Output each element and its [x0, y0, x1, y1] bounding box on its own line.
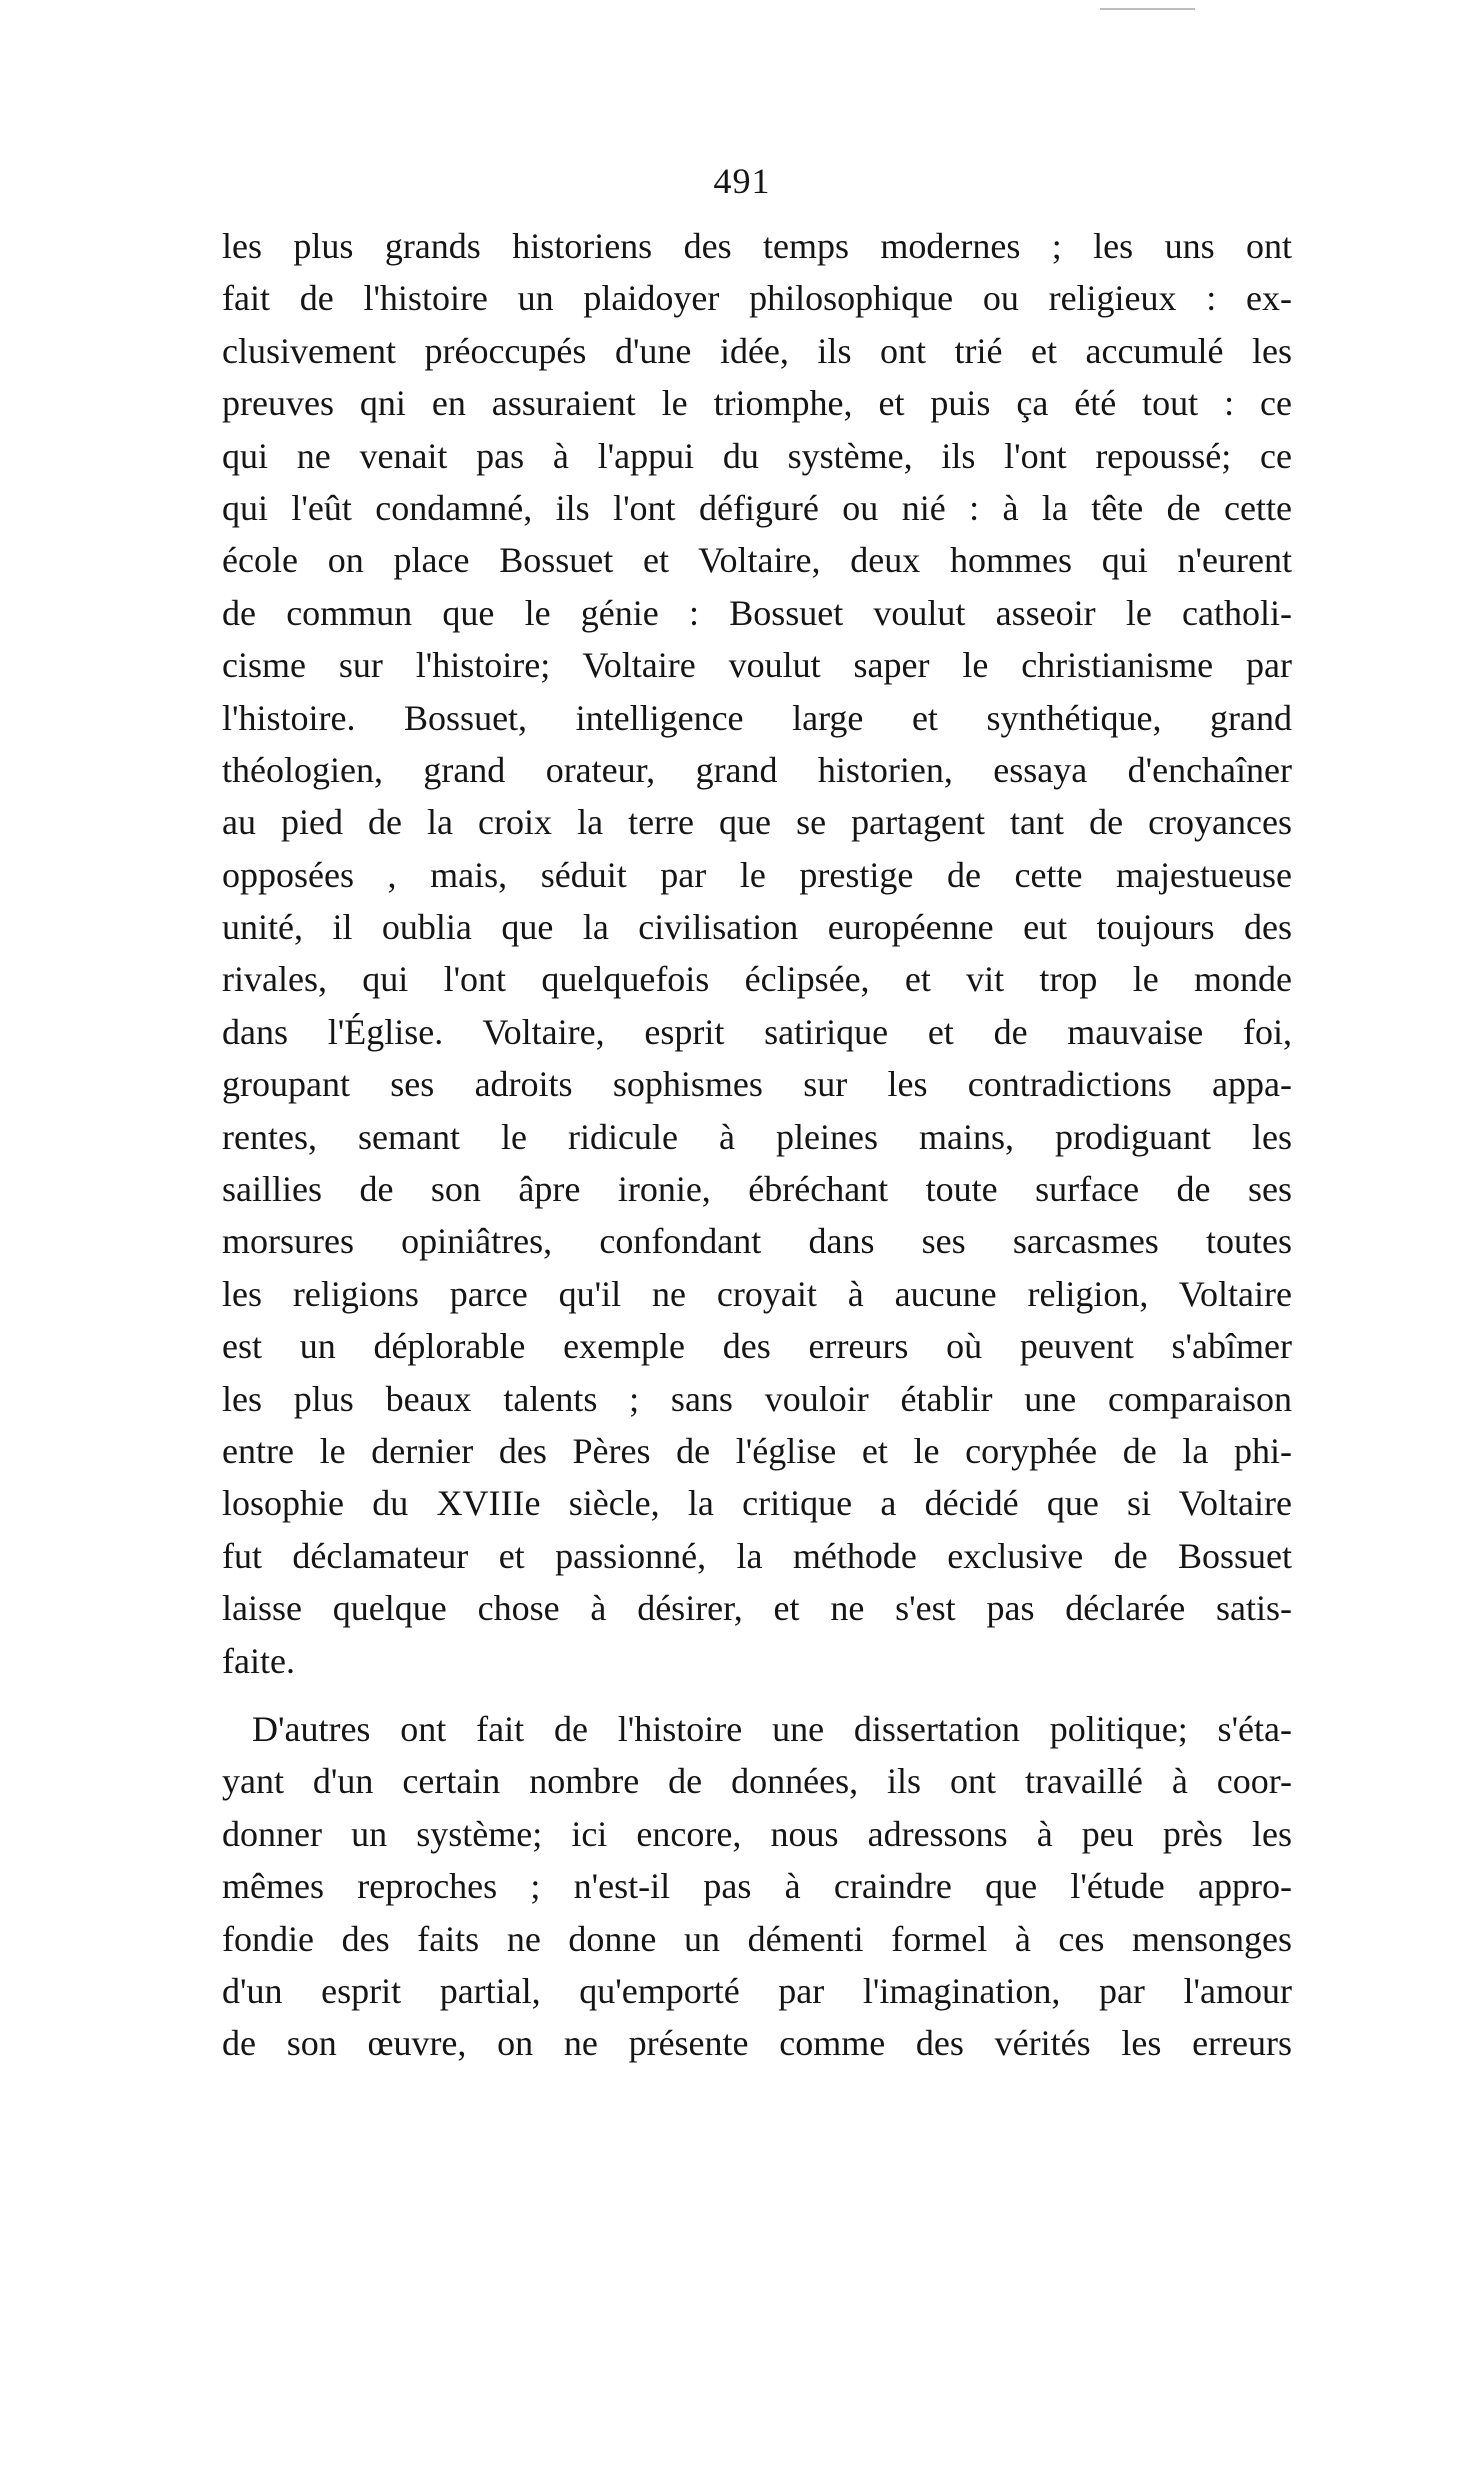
paragraph-2 [222, 1703, 1292, 2070]
text-line: yant d'un certain nombre de données, ils ont travaillé à coor- [222, 1761, 1292, 1802]
text-line: unité, il oublia que la civilisation européenne eut toujours des [222, 907, 1292, 948]
text-line: opposées , mais, séduit par le prestige de cette majestueuse [222, 854, 1292, 895]
text-line: fait de l'histoire un plaidoyer philosophique ou religieux : ex- [222, 278, 1292, 319]
text-line: dans l'Église. Voltaire, esprit satirique et de mauvaise foi, [222, 1011, 1292, 1052]
text-line: de son œuvre, on ne présente comme des vérités les erreurs [222, 2023, 1292, 2064]
text-line: groupant ses adroits sophismes sur les contradictions appa- [222, 1064, 1292, 1105]
text-line: l'histoire. Bossuet, intelligence large et synthétique, grand [222, 697, 1292, 738]
text-line: laisse quelque chose à désirer, et ne s'est pas déclarée satis- [222, 1588, 1292, 1629]
paragraph-gap [222, 1687, 1292, 1703]
text-line: clusivement préoccupés d'une idée, ils ont trié et accumulé les [222, 330, 1292, 371]
text-line: les religions parce qu'il ne croyait à aucune religion, Voltaire [222, 1273, 1292, 1314]
paragraph-1 [222, 220, 1292, 1687]
text-line: théologien, grand orateur, grand historien, essaya d'enchaîner [222, 749, 1292, 790]
text-line: école on place Bossuet et Voltaire, deux hommes qui n'eurent [222, 540, 1292, 581]
text-line: au pied de la croix la terre que se partagent tant de croyances [222, 802, 1292, 843]
text-line: les plus grands historiens des temps modernes ; les uns ont [222, 226, 1292, 266]
text-line: morsures opiniâtres, confondant dans ses sarcasmes toutes [222, 1221, 1292, 1262]
text-line: rentes, semant le ridicule à pleines mains, prodiguant les [222, 1116, 1292, 1157]
text-line: fut déclamateur et passionné, la méthode exclusive de Bossuet [222, 1535, 1292, 1576]
text-line: cisme sur l'histoire; Voltaire voulut saper le christianisme par [222, 645, 1292, 686]
text-line: mêmes reproches ; n'est-il pas à craindre que l'étude appro- [222, 1866, 1292, 1907]
text-line: donner un système; ici encore, nous adressons à peu près les [222, 1813, 1292, 1854]
text-line: losophie du XVIIIe siècle, la critique a décidé que si Voltaire [222, 1483, 1292, 1524]
text-line: fondie des faits ne donne un démenti formel à ces mensonges [222, 1918, 1292, 1959]
page-number: 491 [713, 161, 771, 201]
text-line: de commun que le génie : Bossuet voulut asseoir le catholi- [222, 592, 1292, 633]
body-text [222, 220, 1292, 2070]
text-line: preuves qni en assuraient le triomphe, et puis ça été tout : ce [222, 383, 1292, 424]
text-line: rivales, qui l'ont quelquefois éclipsée, et vit trop le monde [222, 959, 1292, 1000]
text-line: D'autres ont fait de l'histoire une dissertation politique; s'éta- [252, 1708, 1292, 1749]
text-line: saillies de son âpre ironie, ébréchant toute surface de ses [222, 1169, 1292, 1210]
text-line: d'un esprit partial, qu'emporté par l'imagination, par l'amour [222, 1970, 1292, 2011]
top-rule [1100, 8, 1195, 10]
text-line: qui ne venait pas à l'appui du système, ils l'ont repoussé; ce [222, 435, 1292, 476]
text-line: faite. [222, 1640, 295, 1681]
text-line: les plus beaux talents ; sans vouloir établir une comparaison [222, 1378, 1292, 1419]
text-line: est un déplorable exemple des erreurs où peuvent s'abîmer [222, 1326, 1292, 1367]
text-line: qui l'eût condamné, ils l'ont défiguré ou nié : à la tête de cette [222, 487, 1292, 528]
text-line: entre le dernier des Pères de l'église et le coryphée de la phi- [222, 1430, 1292, 1471]
